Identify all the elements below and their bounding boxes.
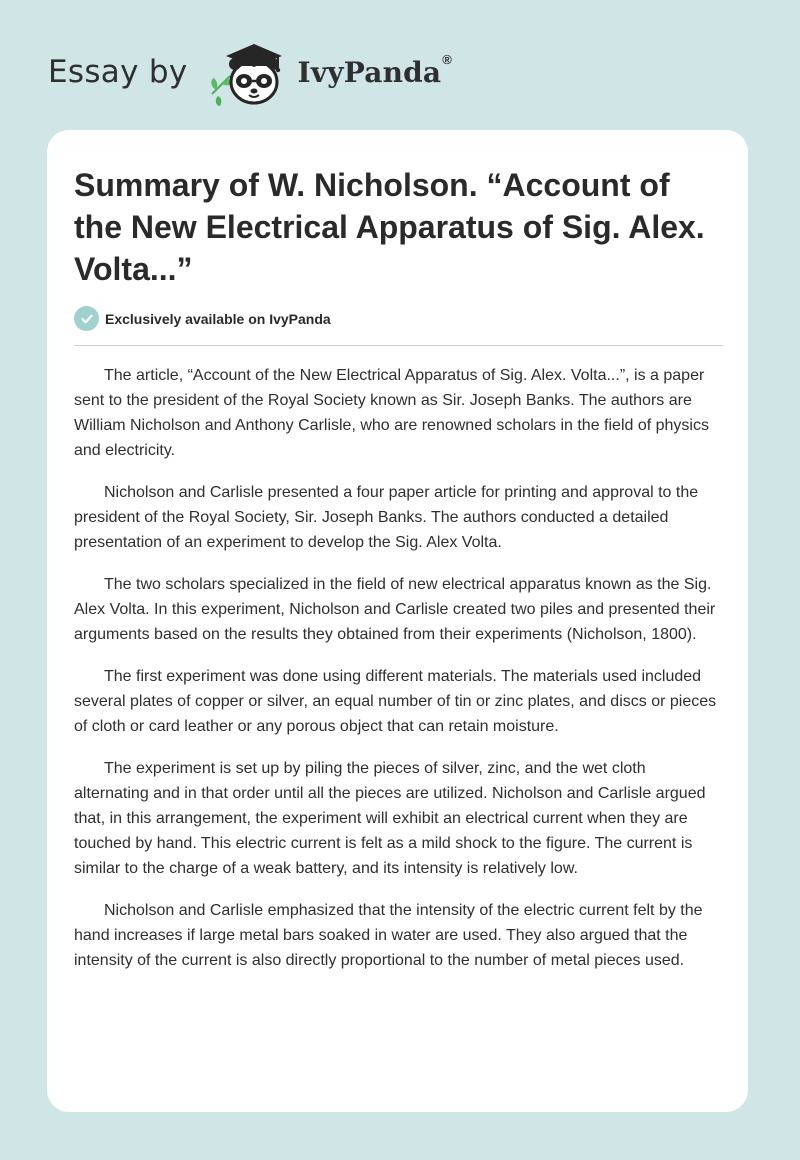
exclusive-label: Exclusively available on IvyPanda [105, 310, 331, 327]
brand-name: IvyPanda® [297, 51, 453, 89]
exclusive-badge [74, 306, 331, 331]
paragraph: Nicholson and Carlisle presented a four paper article for printing and approval to the president of the Royal Society, Sir. Joseph Banks. The authors conducted a detailed presentation of an experiment to develop the Sig. Alex Volta. [74, 484, 699, 551]
site-logo[interactable] [48, 36, 452, 108]
paragraph: The experiment is set up by piling the pieces of silver, zinc, and the wet cloth alternating and in that order until all the pieces are utilized. Nicholson and Carlisle argued that, in this arrangement, the experiment will exhibit an electrical current when they are touched by hand. This electric current is felt as a mild shock to the figure. The current is similar to the charge of a weak battery, and its intensity is relatively low. [74, 760, 706, 877]
paragraph: The article, “Account of the New Electrical Apparatus of Sig. Alex. Volta...”, is a paper sent to the president of the Royal Society known as Sir. Joseph Banks. The authors are William Nicholson and Anthony Carlisle, who are renowned scholars in the field of physics and electricity. [74, 367, 709, 459]
paragraph: The first experiment was done using different materials. The materials used included several plates of copper or silver, an equal number of tin or zinc plates, and discs or pieces of cloth or card leather or any porous object that can retain moisture. [74, 668, 717, 735]
article-card [47, 130, 748, 1112]
divider [74, 345, 723, 346]
registered-mark: ® [442, 51, 453, 67]
paragraph: Nicholson and Carlisle emphasized that the intensity of the electric current felt by the hand increases if large metal bars soaked in water are used. They also argued that the intensity of the current is also directly proportional to the number of metal pieces used. [74, 902, 703, 969]
article-body [74, 363, 724, 990]
panda-graduate-logo-icon [204, 36, 294, 108]
article-title: Summary of W. Nicholson. “Account of the New Electrical Apparatus of Sig. Alex. Volta...” [74, 167, 705, 287]
check-circle-icon [74, 306, 99, 331]
brand-prefix: Essay by [48, 54, 188, 90]
paragraph: The two scholars specialized in the field of new electrical apparatus known as the Sig. Alex Volta. In this experiment, Nicholson and Carlisle created two piles and presented their arguments based on the results they obtained from their experiments (Nicholson, 1800). [74, 576, 716, 643]
